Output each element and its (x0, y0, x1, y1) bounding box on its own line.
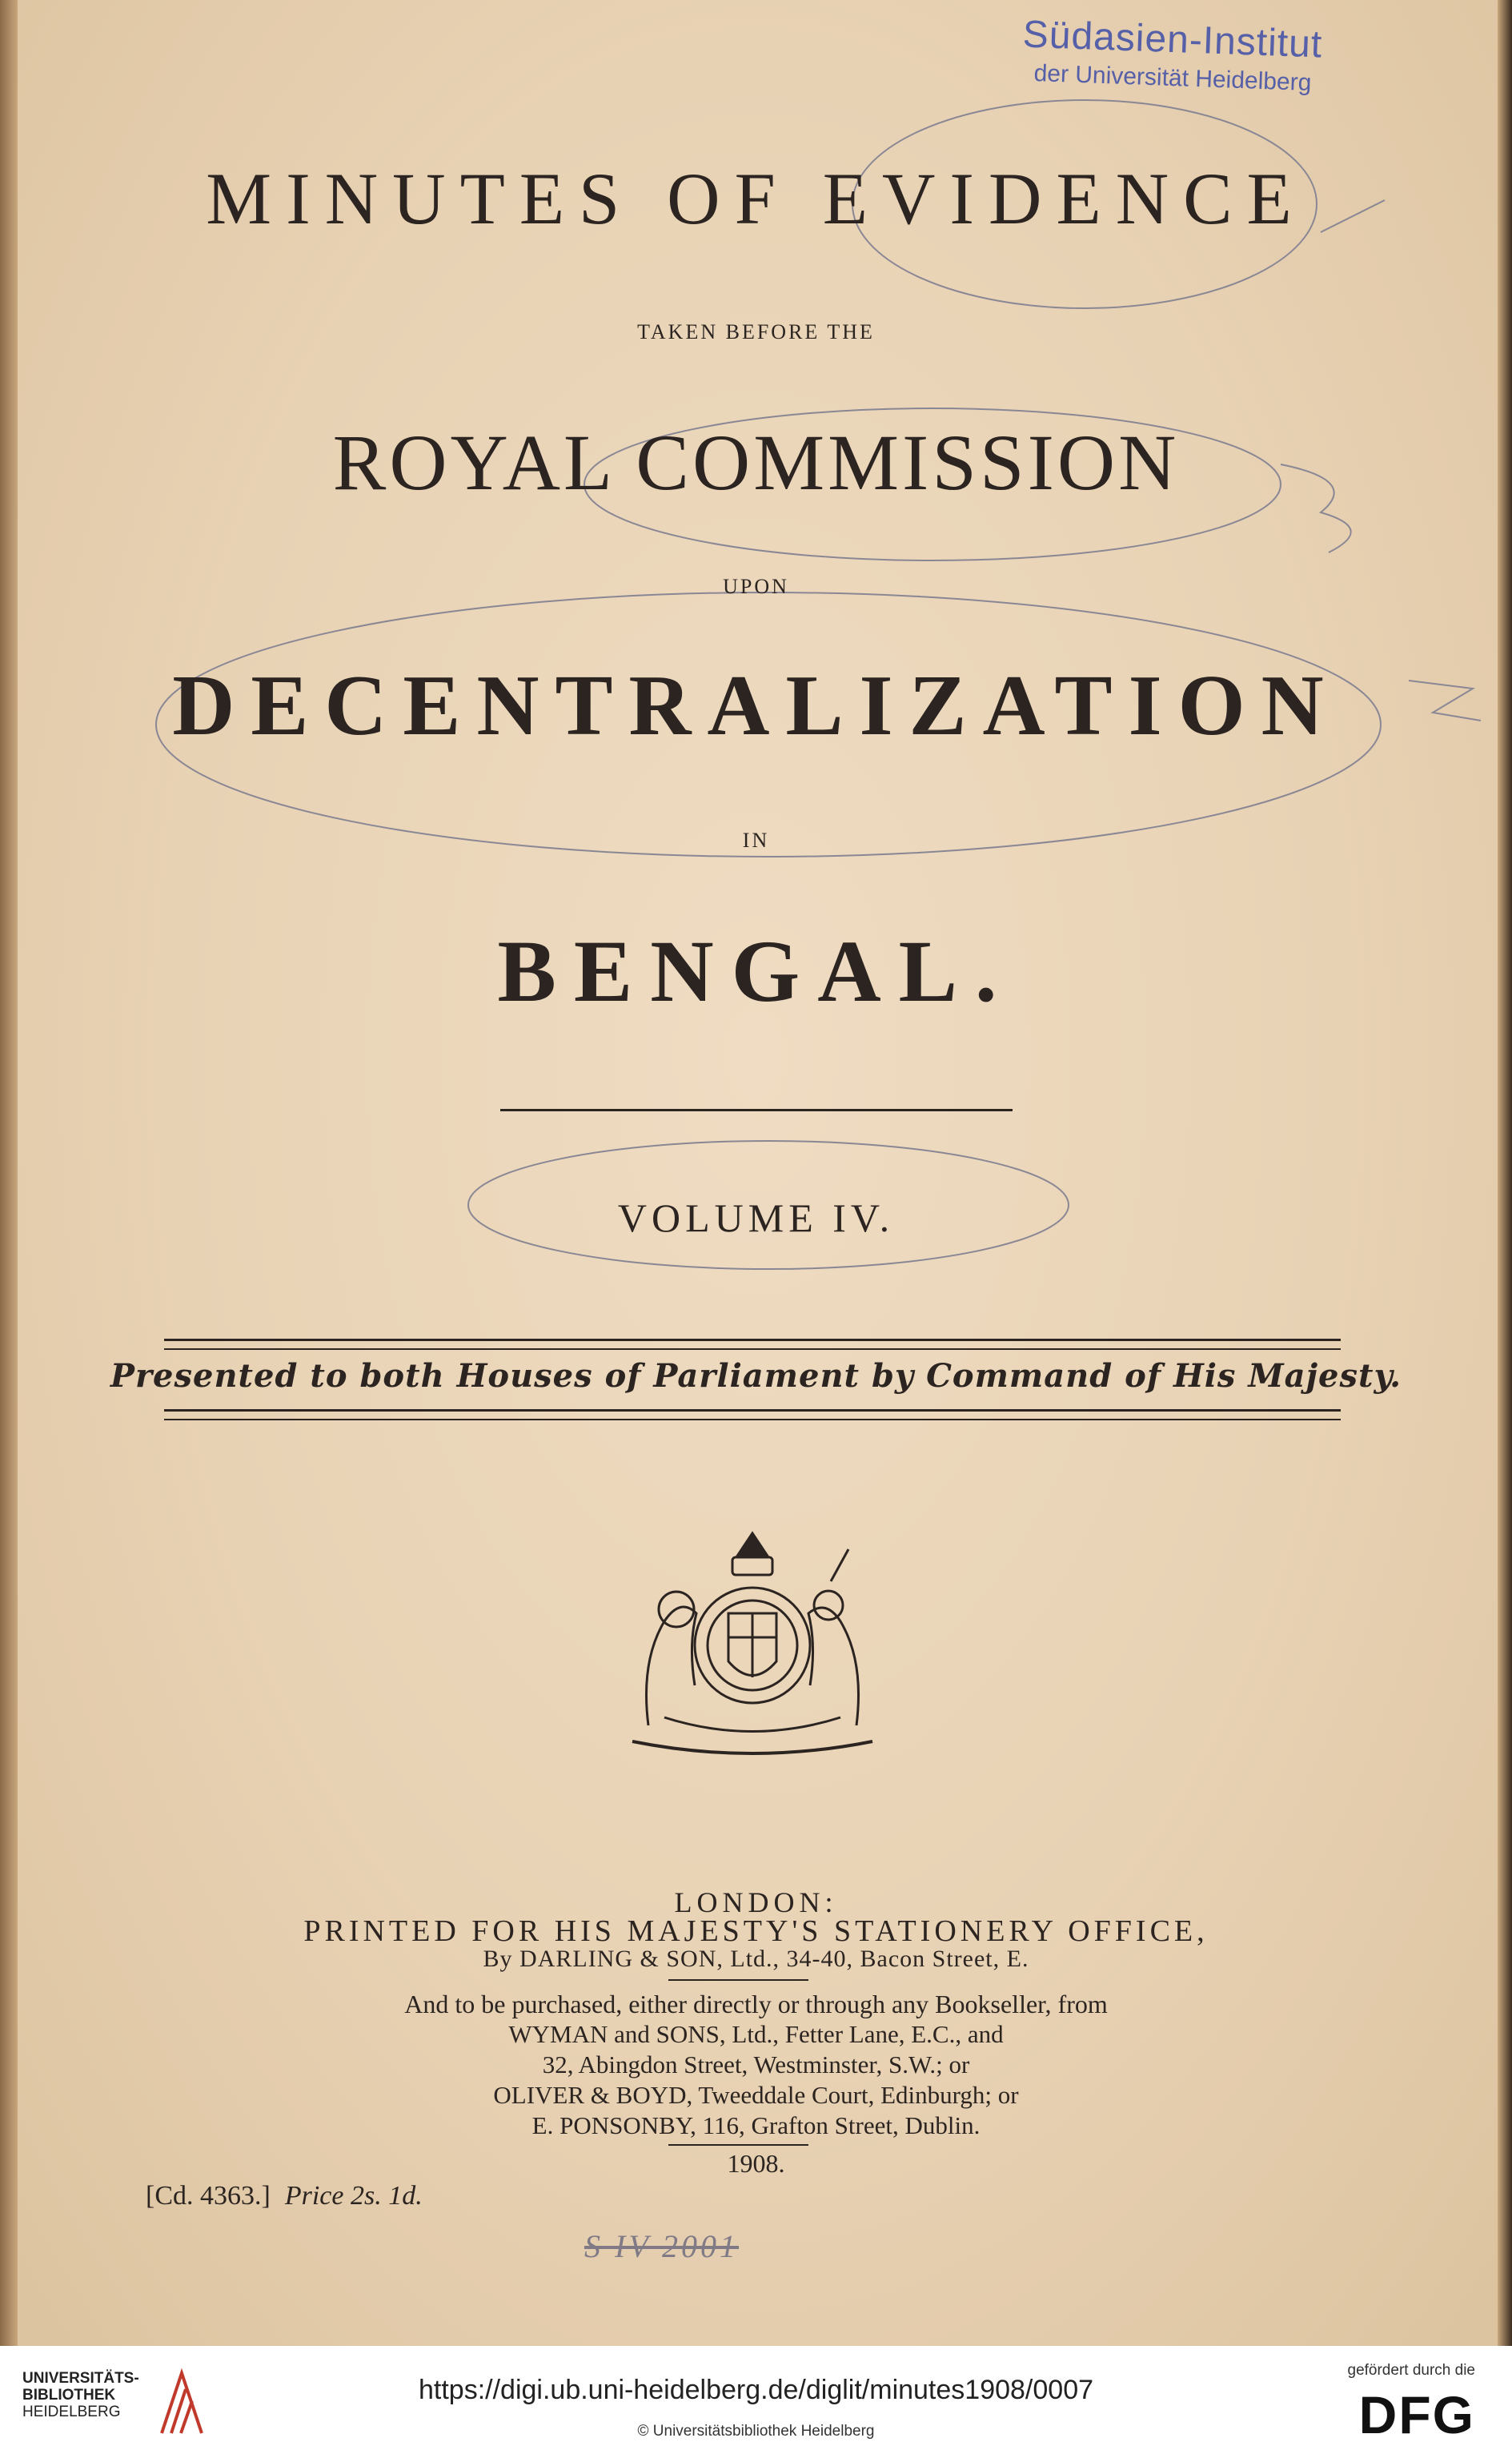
copyright-text: © Universitätsbibliothek Heidelberg (637, 2423, 875, 2440)
subject-title: DECENTRALIZATION (172, 658, 1340, 753)
price-text: Price 2s. 1d. (284, 2181, 423, 2211)
imprint-seller-3: E. PONSONBY, 116, Grafton Street, Dublin. (531, 2111, 981, 2139)
double-rule-bottom (164, 1409, 1341, 1420)
imprint-rule-2 (668, 2144, 808, 2146)
imprint-purchase: And to be purchased, either directly or through any Bookseller, from (404, 1990, 1108, 2018)
imprint-seller-1-address: 32, Abingdon Street, Westminster, S.W.; or (542, 2050, 970, 2078)
page-url-link[interactable]: https://digi.ub.uni-heidelberg.de/diglit/minutes1908/0007 (418, 2375, 1094, 2405)
imprint-city: LONDON: (674, 1886, 838, 1918)
taken-before-text: TAKEN BEFORE THE (637, 320, 875, 343)
place-title: BENGAL. (497, 922, 1015, 1020)
imprint-printer: By DARLING & SON, Ltd., 34-40, Bacon Street, E. (483, 1946, 1029, 1972)
stamp-line-1: Südasien-Institut (1021, 13, 1324, 66)
imprint-printed-for: PRINTED FOR HIS MAJESTY'S STATIONERY OFFICE, (303, 1914, 1209, 1948)
divider-rule (500, 1109, 1013, 1111)
presented-line: Presented to both Houses of Parliament by Command of His Majesty. (110, 1357, 1402, 1395)
library-line-1: UNIVERSITÄTS- (22, 2370, 139, 2387)
library-line-3: HEIDELBERG (22, 2404, 121, 2420)
in-text: IN (742, 829, 770, 852)
command-paper-number: [Cd. 4363.] (146, 2181, 271, 2211)
dfg-logo[interactable]: DFG (1358, 2385, 1475, 2444)
command-paper-line (146, 2181, 423, 2211)
viewer-footer (0, 2346, 1512, 2458)
upon-text: UPON (723, 575, 789, 598)
funded-by-text: gefördert durch die (1347, 2362, 1475, 2379)
imprint-rule-1 (668, 1979, 808, 1981)
handwritten-shelfmark: S IV 2001 (584, 2228, 740, 2264)
library-line-2: BIBLIOTHEK (22, 2387, 116, 2404)
commission-title: ROYAL COMMISSION (332, 418, 1180, 507)
royal-coat-of-arms-icon (616, 1525, 888, 1773)
imprint-seller-2: OLIVER & BOYD, Tweeddale Court, Edinburgh; or (493, 2081, 1019, 2109)
volume-label: VOLUME IV. (617, 1195, 895, 1240)
imprint-year: 1908. (727, 2149, 785, 2178)
imprint-seller-1: WYMAN and SONS, Ltd., Fetter Lane, E.C., and (508, 2020, 1004, 2048)
library-stamp (997, 13, 1349, 106)
stamp-line-2: der Universität Heidelberg (1033, 59, 1312, 97)
double-rule-top (164, 1339, 1341, 1350)
main-title: MINUTES OF EVIDENCE (206, 158, 1306, 239)
